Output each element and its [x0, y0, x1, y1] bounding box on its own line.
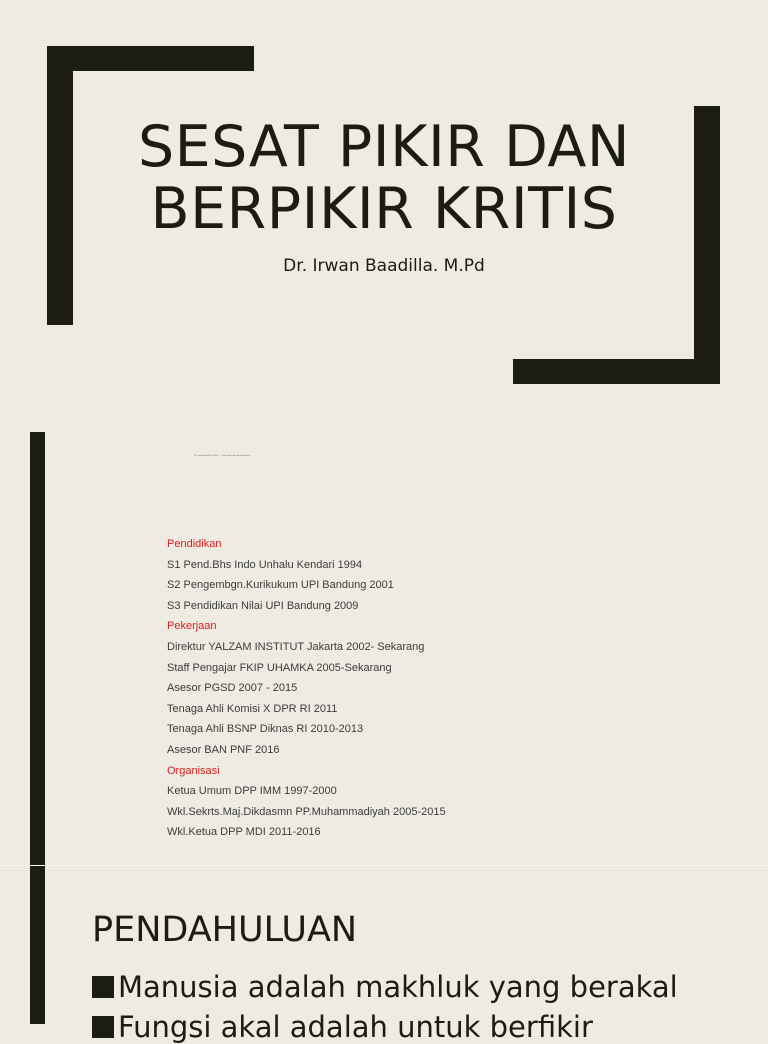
section-title: PENDAHULUAN: [92, 910, 358, 950]
cv-item: Ketua Umum DPP IMM 1997-2000: [167, 785, 337, 798]
cv-item: Asesor BAN PNF 2016: [167, 743, 280, 756]
cv-section-heading: Pekerjaan: [167, 620, 217, 633]
cv-item: Tenaga Ahli Komisi X DPR RI 2011: [167, 702, 338, 715]
cv-item: S1 Pend.Bhs Indo Unhalu Kendari 1994: [167, 558, 363, 571]
tiny-caption: Dr. Irwan Baadilla, M.Pd. — Sesat Pikir dan Berpikir Kritis: [194, 455, 251, 457]
cv-list: [167, 534, 446, 843]
slide-title: [0, 116, 768, 240]
title-line-1: SESAT PIKIR DAN: [137, 114, 631, 180]
bracket-top-left-horizontal: [47, 46, 254, 71]
slide-subtitle: Dr. Irwan Baadilla. M.Pd: [283, 256, 485, 276]
title-line-2: BERPIKIR KRITIS: [150, 176, 618, 242]
cv-item: Direktur YALZAM INSTITUT Jakarta 2002- Sekarang: [167, 640, 425, 653]
square-bullet-icon: [92, 976, 114, 998]
square-bullet-icon: [92, 1016, 114, 1038]
left-accent-bar: [30, 432, 45, 865]
cv-item: Staff Pengajar FKIP UHAMKA 2005-Sekarang: [167, 661, 392, 674]
cv-item: Wkl.Ketua DPP MDI 2011-2016: [167, 826, 321, 839]
bullet-item: [92, 970, 678, 1004]
bullet-item: [92, 1010, 593, 1044]
cv-section-heading: Organisasi: [167, 764, 220, 777]
bullet-text: Manusia adalah makhluk yang berakal: [118, 970, 678, 1004]
intro-slide: [0, 866, 768, 1044]
cv-section-heading: Pendidikan: [167, 538, 222, 550]
cv-item: S3 Pendidikan Nilai UPI Bandung 2009: [167, 599, 359, 612]
cv-item: Tenaga Ahli BSNP Diknas RI 2010-2013: [167, 723, 364, 736]
cv-item: Wkl.Sekrts.Maj.Dikdasmn PP.Muhammadiyah 2005-2015: [167, 805, 446, 818]
cv-item: S2 Pengembgn.Kurikukum UPI Bandung 2001: [167, 579, 394, 592]
left-accent-bar: [30, 866, 45, 1024]
cv-slide: [0, 432, 768, 865]
bracket-bottom-right-horizontal: [513, 359, 720, 384]
cv-item: Asesor PGSD 2007 - 2015: [167, 682, 298, 695]
bullet-text: Fungsi akal adalah untuk berfikir: [118, 1010, 593, 1044]
title-slide: [0, 0, 768, 432]
